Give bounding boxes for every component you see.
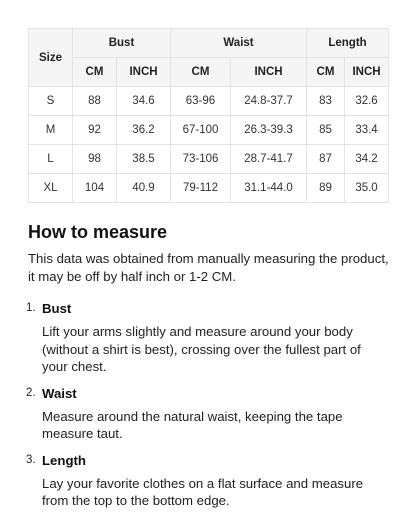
table-cell: 92 xyxy=(73,116,117,145)
step-number: 2. xyxy=(26,386,36,399)
table-cell: 67-100 xyxy=(171,116,231,145)
bust-inch-header: INCH xyxy=(117,58,171,87)
table-row xyxy=(29,174,389,203)
list-item xyxy=(28,300,390,376)
list-item xyxy=(28,385,390,443)
table-cell: 26.3-39.3 xyxy=(231,116,307,145)
table-cell: 24.8-37.7 xyxy=(231,87,307,116)
table-cell: 73-106 xyxy=(171,145,231,174)
table-row xyxy=(29,116,389,145)
table-cell: 104 xyxy=(73,174,117,203)
step-description: Lift your arms slightly and measure around your body (without a shirt is best), crossing over the fullest part of your chest. xyxy=(42,324,361,374)
bust-header: Bust xyxy=(73,29,171,58)
length-inch-header: INCH xyxy=(345,58,389,87)
step-title: Waist xyxy=(42,385,77,401)
table-cell: 40.9 xyxy=(117,174,171,203)
table-cell: 38.5 xyxy=(117,145,171,174)
measure-guide xyxy=(28,220,390,519)
step-title: Bust xyxy=(42,301,72,316)
size-cell: L xyxy=(29,145,73,174)
table-row xyxy=(29,87,389,116)
waist-cm-header: CM xyxy=(171,58,231,87)
table-cell: 83 xyxy=(307,87,345,116)
step-description: Lay your favorite clothes on a flat surface and measure from the top to the bottom edge. xyxy=(42,475,364,508)
table-cell: 79-112 xyxy=(171,174,231,203)
bust-cm-header: CM xyxy=(73,58,117,87)
table-cell: 32.6 xyxy=(345,87,389,116)
waist-inch-header: INCH xyxy=(231,58,307,87)
table-cell: 88 xyxy=(73,87,117,116)
table-cell: 87 xyxy=(307,145,345,174)
step-title: Length xyxy=(42,452,86,468)
table-cell: 35.0 xyxy=(345,174,389,203)
table-cell: 28.7-41.7 xyxy=(231,145,307,174)
table-cell: 33.4 xyxy=(345,116,389,145)
list-item xyxy=(28,452,390,510)
guide-title: How to measure xyxy=(28,222,168,242)
size-cell: XL xyxy=(29,174,73,203)
table-cell: 34.6 xyxy=(117,87,171,116)
table-cell: 85 xyxy=(307,116,345,145)
step-number: 1. xyxy=(26,302,36,314)
length-header: Length xyxy=(307,29,389,58)
table-cell: 31.1-44.0 xyxy=(231,174,307,203)
table-cell: 89 xyxy=(307,174,345,203)
table-cell: 63-96 xyxy=(171,87,231,116)
size-cell: M xyxy=(29,116,73,145)
size-chart-table xyxy=(28,28,389,203)
table-row xyxy=(29,145,389,174)
size-cell: S xyxy=(29,87,73,116)
guide-intro: This data was obtained from manually measuring the product, it may be off by half inch or 1-2 CM. xyxy=(28,251,389,284)
table-cell: 34.2 xyxy=(345,145,389,174)
table-cell: 36.2 xyxy=(117,116,171,145)
measure-steps xyxy=(28,300,390,510)
step-number: 3. xyxy=(26,453,36,466)
size-header: Size xyxy=(29,29,73,87)
length-cm-header: CM xyxy=(307,58,345,87)
step-description: Measure around the natural waist, keeping the tape measure taut. xyxy=(42,408,343,441)
table-cell: 98 xyxy=(73,145,117,174)
waist-header: Waist xyxy=(171,29,307,58)
